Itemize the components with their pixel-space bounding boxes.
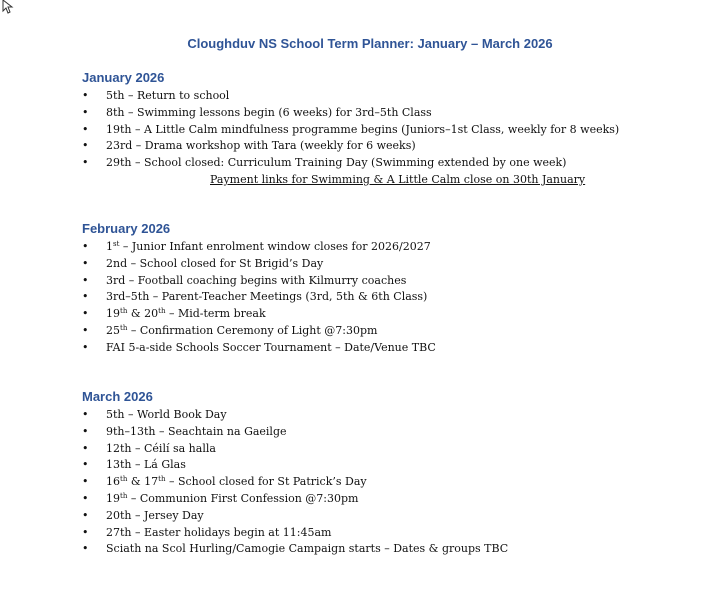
- march-section: [82, 387, 712, 558]
- list-item: • 3rd – Football coaching begins with Kilmurry coaches: [82, 273, 712, 290]
- list-item: • 1st – Junior Infant enrolment window closes for 2026/2027: [82, 239, 712, 256]
- list-item: • 19th – A Little Calm mindfulness programme begins (Juniors–1st Class, weekly for 8 weeks): [82, 122, 712, 139]
- january-section: [82, 68, 712, 189]
- february-list: [82, 239, 712, 357]
- january-heading: January 2026: [82, 70, 165, 85]
- list-item: • 23rd – Drama workshop with Tara (weekly for 6 weeks): [82, 138, 712, 155]
- january-list: [82, 88, 712, 172]
- list-item: • 25th – Confirmation Ceremony of Light @7:30pm: [82, 323, 712, 340]
- list-item: • Sciath na Scol Hurling/Camogie Campaign starts – Dates & groups TBC: [82, 541, 712, 558]
- list-item: • 5th – World Book Day: [82, 407, 712, 424]
- list-item: • FAI 5-a-side Schools Soccer Tournament – Date/Venue TBC: [82, 340, 712, 357]
- list-item: • 2nd – School closed for St Brigid’s Day: [82, 256, 712, 273]
- list-item: • 16th & 17th – School closed for St Patrick’s Day: [82, 474, 712, 491]
- march-heading: March 2026: [82, 389, 153, 404]
- list-item: • 8th – Swimming lessons begin (6 weeks) for 3rd–5th Class: [82, 105, 712, 122]
- list-item: • 20th – Jersey Day: [82, 508, 712, 525]
- february-heading: February 2026: [82, 221, 171, 236]
- march-list: [82, 407, 712, 558]
- list-item: • 27th – Easter holidays begin at 11:45am: [82, 525, 712, 542]
- mouse-cursor-icon: [2, 0, 16, 14]
- february-section: [82, 219, 712, 357]
- list-item: • 12th – Céilí sa halla: [82, 441, 712, 458]
- list-item: • 19th – Communion First Confession @7:30pm: [82, 491, 712, 508]
- list-item: • 5th – Return to school: [82, 88, 712, 105]
- list-item: • 9th–13th – Seachtain na Gaeilge: [82, 424, 712, 441]
- list-item: • 3rd–5th – Parent-Teacher Meetings (3rd, 5th & 6th Class): [82, 289, 712, 306]
- payment-note: Payment links for Swimming & A Little Calm close on 30th January: [210, 172, 586, 186]
- list-item: • 13th – Lá Glas: [82, 457, 712, 474]
- list-item: • 19th & 20th – Mid-term break: [82, 306, 712, 323]
- page-title: Cloughduv NS School Term Planner: January – March 2026: [187, 36, 553, 51]
- list-item: • 29th – School closed: Curriculum Training Day (Swimming extended by one week): [82, 155, 712, 172]
